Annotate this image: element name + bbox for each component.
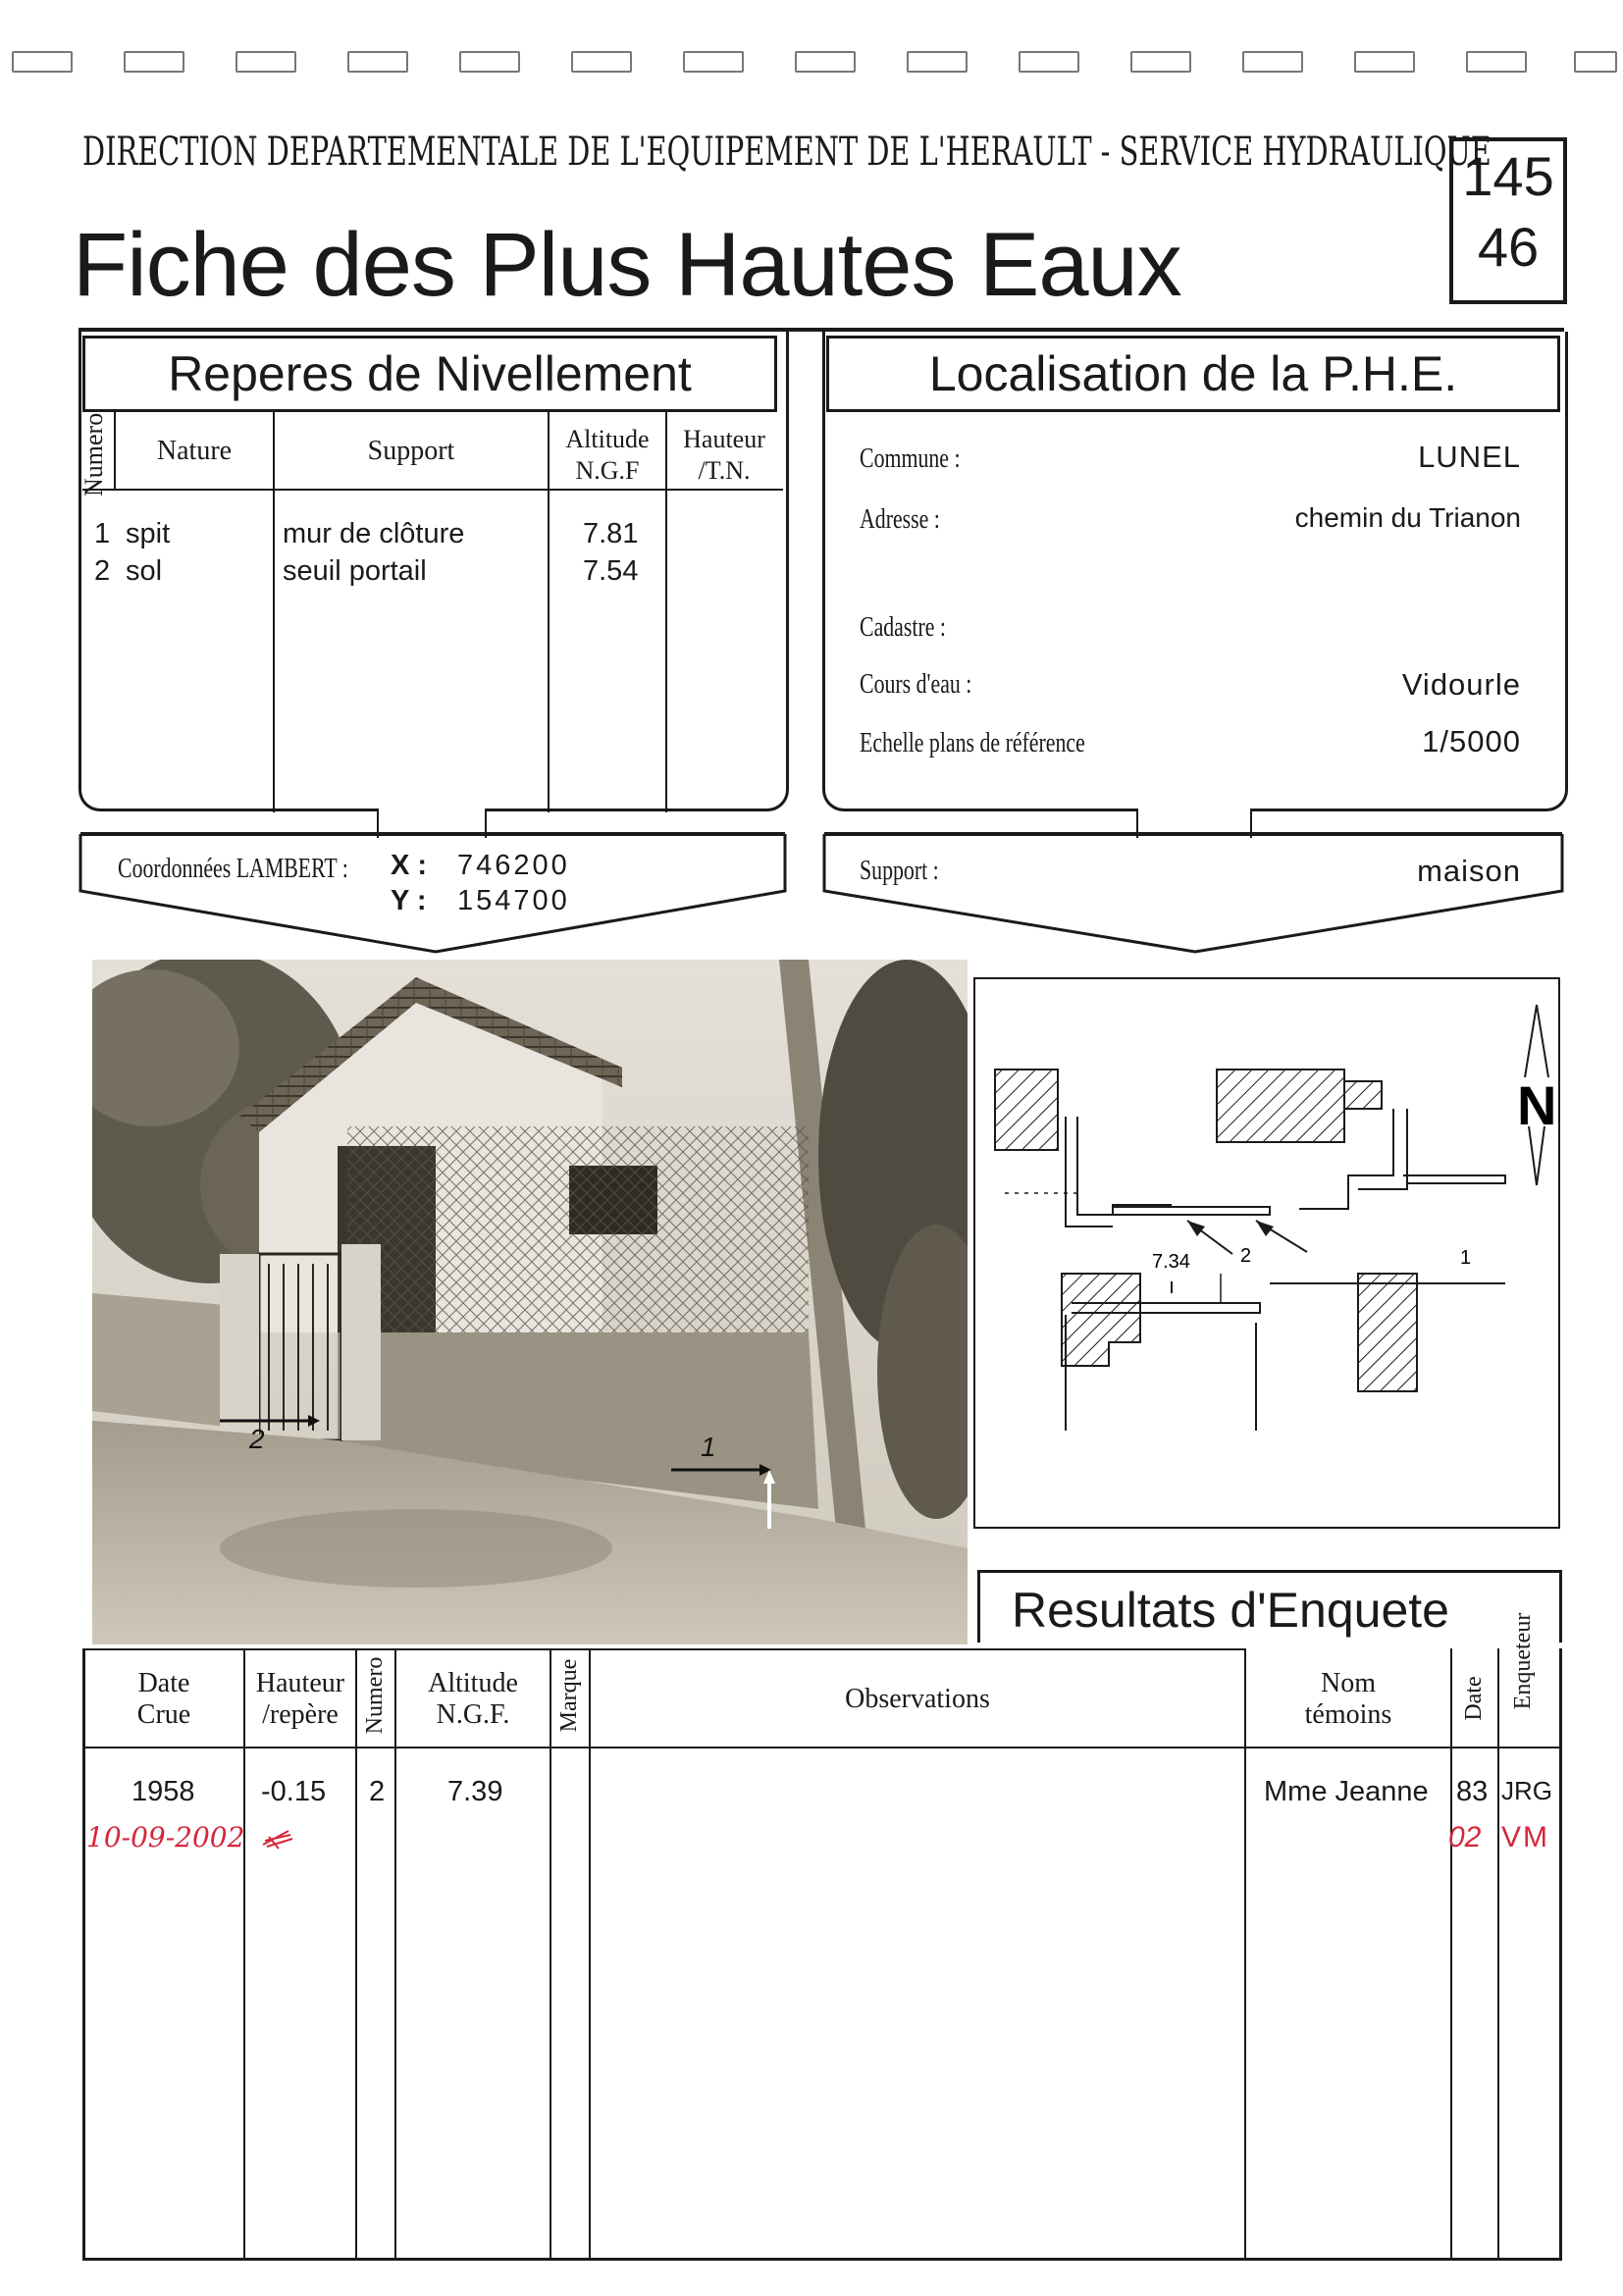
cours-eau-value: Vidourle <box>1401 667 1521 702</box>
res-col-date: Date <box>1461 1676 1487 1721</box>
res-col-hauteur <box>245 1668 355 1731</box>
cours-eau-label: Cours d'eau : <box>860 669 972 700</box>
support-value: maison <box>1417 854 1521 888</box>
res-col-altitude <box>396 1668 550 1731</box>
commune-value: LUNEL <box>1418 440 1521 474</box>
binder-hole <box>571 51 632 73</box>
lambert-y-value: 154700 <box>457 885 570 916</box>
res-col-date-crue <box>84 1668 243 1731</box>
lambert-label: Coordonnées LAMBERT : <box>118 854 348 884</box>
resultats-table <box>82 1648 1562 2261</box>
binder-hole <box>459 51 520 73</box>
col-nature: Nature <box>156 436 233 466</box>
binder-hole <box>1242 51 1303 73</box>
fiche-id-top: 145 <box>1462 145 1554 207</box>
divider <box>589 1648 591 2261</box>
col-altitude-line2: N.G.F <box>575 456 640 485</box>
adresse-value: chemin du Trianon <box>1294 502 1521 533</box>
divider <box>1450 1648 1452 2261</box>
fiche-id-box <box>1449 137 1567 304</box>
binder-hole <box>683 51 744 73</box>
red-scribble-icon <box>259 1827 298 1851</box>
commune-label: Commune : <box>860 444 961 474</box>
localisation-title-box <box>826 336 1560 412</box>
adresse-label: Adresse : <box>860 504 940 535</box>
res-col-enqueteur: Enqueteur <box>1510 1612 1536 1710</box>
north-arrow-label: N <box>1517 1074 1557 1136</box>
divider <box>394 1648 396 2261</box>
binder-hole <box>1466 51 1527 73</box>
binder-hole <box>1130 51 1191 73</box>
divider <box>550 1648 551 2261</box>
res-col-nom-temoins <box>1246 1668 1450 1731</box>
resultats-top-rule <box>82 1648 1244 1650</box>
page-title: Fiche des Plus Hautes Eaux <box>73 215 1181 315</box>
support-arrow-box <box>820 830 1566 960</box>
res-row-2-date-handwritten: 02 <box>1448 1821 1482 1853</box>
binder-hole <box>124 51 184 73</box>
binder-hole <box>907 51 968 73</box>
col-altitude <box>550 424 665 487</box>
site-plan-drawing <box>975 979 1558 1527</box>
binder-hole <box>12 51 73 73</box>
col-hauteur-line1: Hauteur <box>683 425 765 453</box>
binder-hole <box>347 51 408 73</box>
res-row-1-enqueteur: JRG <box>1501 1776 1552 1805</box>
res-col-date-crue-line2: Crue <box>136 1699 191 1730</box>
reperes-row-2-nature: sol <box>126 555 163 587</box>
res-col-nom-line1: Nom <box>1321 1668 1376 1698</box>
echelle-value: 1/5000 <box>1422 724 1521 758</box>
photo-arrow-2-label: 2 <box>249 1424 265 1454</box>
col-support: Support <box>367 436 455 466</box>
cadastre-label: Cadastre : <box>860 612 946 643</box>
reperes-row-2-numero: 2 <box>94 555 111 587</box>
binder-hole <box>1354 51 1415 73</box>
binder-hole <box>236 51 296 73</box>
res-col-hauteur-line1: Hauteur <box>255 1668 345 1698</box>
res-col-observations: Observations <box>845 1684 990 1714</box>
res-row-2-date-crue-handwritten: 10-09-2002 <box>86 1821 245 1853</box>
support-label: Support : <box>860 856 939 886</box>
divider <box>243 1648 245 2261</box>
echelle-label: Echelle plans de référence <box>860 728 1085 758</box>
col-hauteur-line2: /T.N. <box>698 456 751 485</box>
reperes-row-2-altitude: 7.54 <box>583 555 639 587</box>
lambert-arrow-box <box>77 830 789 960</box>
res-row-1-numero: 2 <box>369 1776 386 1807</box>
reperes-title: Reperes de Nivellement <box>168 346 692 401</box>
photo-arrow-1-label: 1 <box>701 1432 716 1462</box>
lambert-y-label: Y : <box>391 885 427 916</box>
res-row-1-hauteur: -0.15 <box>261 1776 327 1807</box>
fiche-id-bottom: 46 <box>1477 216 1540 278</box>
res-row-1-date: 83 <box>1456 1776 1489 1807</box>
reperes-row-1-altitude: 7.81 <box>583 518 639 549</box>
house-photo <box>92 960 968 1644</box>
res-col-numero: Numero <box>362 1656 388 1735</box>
reperes-row-1-support: mur de clôture <box>283 518 465 549</box>
resultats-title: Resultats d'Enquete <box>1012 1583 1449 1638</box>
col-numero: Numero <box>79 412 108 496</box>
plan-altitude-label: 7.34 <box>1152 1251 1190 1273</box>
binder-hole <box>795 51 856 73</box>
res-row-1-date-crue: 1958 <box>131 1776 195 1807</box>
reperes-header-rule <box>82 489 783 491</box>
divider <box>355 1648 357 2261</box>
divider <box>273 412 275 812</box>
res-row-2-enqueteur-handwritten: VM <box>1501 1821 1549 1853</box>
res-col-hauteur-line2: /repère <box>262 1699 339 1730</box>
col-hauteur <box>667 424 781 487</box>
panel-notch <box>377 805 485 822</box>
res-col-marque: Marque <box>556 1658 582 1733</box>
localisation-title: Localisation de la P.H.E. <box>928 346 1458 401</box>
lambert-x-value: 746200 <box>457 850 570 881</box>
divider <box>1244 1648 1246 2261</box>
res-col-altitude-line1: Altitude <box>428 1668 518 1698</box>
lambert-x-label: X : <box>391 850 428 881</box>
res-col-altitude-line2: N.G.F. <box>436 1699 510 1730</box>
col-altitude-line1: Altitude <box>565 425 650 453</box>
reperes-row-1-nature: spit <box>126 518 171 549</box>
divider <box>1497 1648 1499 2261</box>
reperes-row-2-support: seuil portail <box>283 555 427 587</box>
res-col-nom-line2: témoins <box>1304 1699 1392 1730</box>
binder-hole <box>1574 51 1617 73</box>
res-col-date-crue-line1: Date <box>137 1668 190 1698</box>
panel-notch <box>1136 805 1250 822</box>
plan-mark-1: 1 <box>1460 1247 1472 1269</box>
plan-mark-2: 2 <box>1240 1245 1252 1267</box>
org-header: DIRECTION DEPARTEMENTALE DE L'EQUIPEMENT DE L'HERAULT - SERVICE HYDRAULIQUE <box>82 130 1492 175</box>
site-plan <box>973 977 1560 1529</box>
resultats-title-box <box>977 1570 1562 1643</box>
resultats-header-rule <box>82 1747 1562 1748</box>
binder-hole <box>1019 51 1079 73</box>
reperes-title-box <box>82 336 777 412</box>
res-row-1-temoin: Mme Jeanne <box>1264 1776 1429 1807</box>
res-row-1-altitude: 7.39 <box>447 1776 503 1807</box>
reperes-row-1-numero: 1 <box>94 518 111 549</box>
